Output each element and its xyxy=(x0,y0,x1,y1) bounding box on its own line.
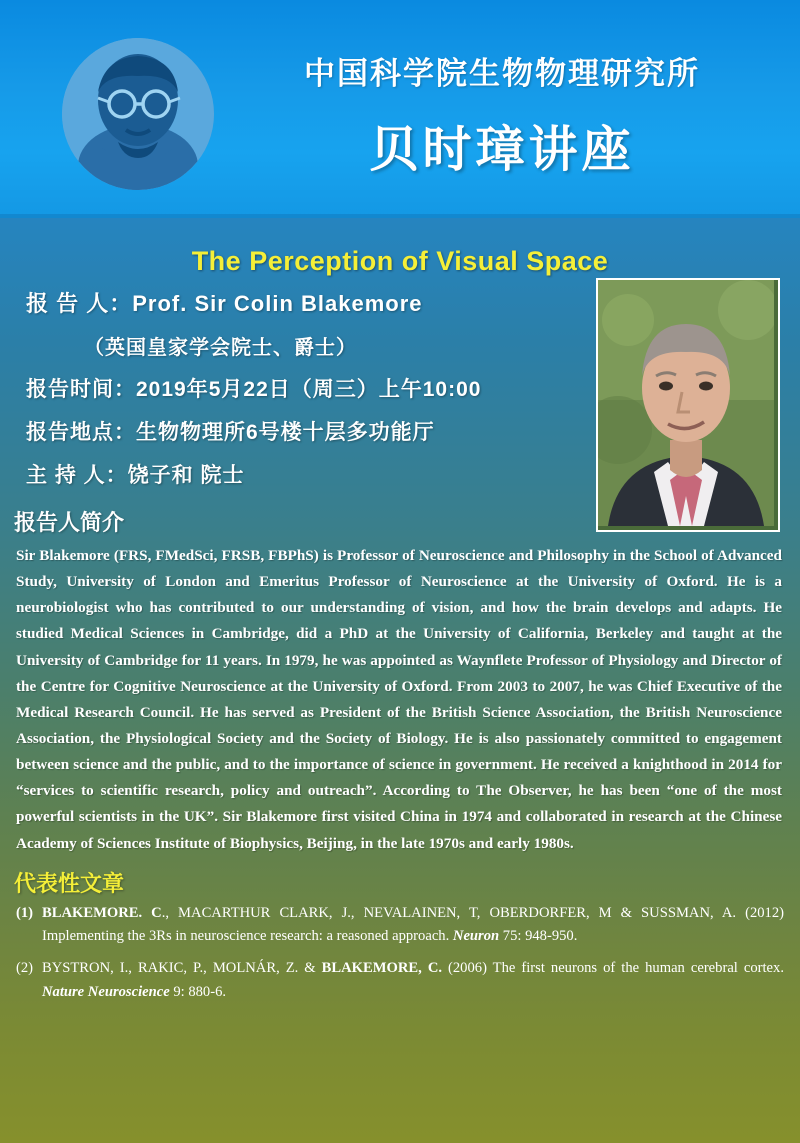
talk-host: 主 持 人：饶子和 院士 xyxy=(26,464,245,487)
talk-place: 报告地点：生物物理所6号楼十层多功能厅 xyxy=(26,421,435,444)
publications-list xyxy=(0,902,800,1005)
publication-number: (1) xyxy=(16,904,34,921)
publication-number: (2) xyxy=(16,959,34,976)
publication-authors-rest: (2006) The first neurons of the human cerebral cortex. xyxy=(442,959,784,976)
publication-citation: 9: 880-6. xyxy=(169,983,227,1000)
bio-heading: 报告人简介 xyxy=(14,510,125,535)
publication-citation: 75: 948-950. xyxy=(499,928,578,945)
list-item xyxy=(16,902,784,949)
talk-title: The Perception of Visual Space xyxy=(191,246,609,276)
speaker-label: 报 告 人： xyxy=(26,291,133,316)
lecture-series-title: 贝时璋讲座 xyxy=(369,123,635,177)
publication-authors-bold: BLAKEMORE. C xyxy=(42,904,162,921)
bei-shizhang-portrait-icon xyxy=(62,38,214,190)
publication-authors-bold: BLAKEMORE, C. xyxy=(321,959,443,976)
publication-journal: Nature Neuroscience xyxy=(42,983,170,1000)
speaker-credentials: （英国皇家学会院士、爵士） xyxy=(84,337,357,359)
poster-header xyxy=(0,0,800,218)
publication-authors-rest: ., MACARTHUR CLARK, J., NEVALAINEN, T, OBERDORFER, M & SUSSMAN, A. (2012) Implementing the 3Rs in neuroscience research: a reasoned approach. xyxy=(42,904,785,945)
bio-text: Sir Blakemore (FRS, FMedSci, FRSB, FBPhS) is Professor of Neuroscience and Philosophy in the School of Advanced Study, University of London and Emeritus Professor of Neuroscience at the University of Oxford. He is a neurobiologist who has contributed to our understanding of vision, and how the brain develops and adapts. He studied Medical Sciences in Cambridge, did a PhD at the University of California, Berkeley and taught at the University of Cambridge for 11 years. In 1979, he was appointed as Waynflete Professor of Physiology and Director of the Centre for Cognitive Neuroscience at the University of Oxford. From 2003 to 2007, he was Chief Executive of the Medical Research Council. He has served as President of the British Science Association, the British Neuroscience Association, the Physiological Society and the Society of Biology. He is also passionately committed to engagement between science and the public, and to the importance of science in government. He received a knighthood in 2014 for “services to scientific research, policy and outreach”. According to The Observer, he has been “one of the most powerful scientists in the UK”. Sir Blakemore first visited China in 1974 and collaborated in research at the Chinese Academy of Sciences Institute of Biophysics, Beijing, in the late 1970s and early 1980s. xyxy=(16,547,782,852)
publication-journal: Neuron xyxy=(452,928,500,945)
speaker-photo xyxy=(596,278,780,532)
publications-heading: 代表性文章 xyxy=(14,870,125,896)
talk-info-block xyxy=(0,218,800,489)
talk-time: 报告时间：2019年5月22日（周三）上午10:00 xyxy=(26,378,482,401)
publication-authors-plain: BYSTRON, I., RAKIC, P., MOLNÁR, Z. & xyxy=(42,959,322,976)
list-item xyxy=(16,957,784,1004)
institute-name: 中国科学院生物物理研究所 xyxy=(304,56,700,91)
speaker-name: Prof. Sir Colin Blakemore xyxy=(132,291,423,316)
header-text-block xyxy=(232,48,772,181)
